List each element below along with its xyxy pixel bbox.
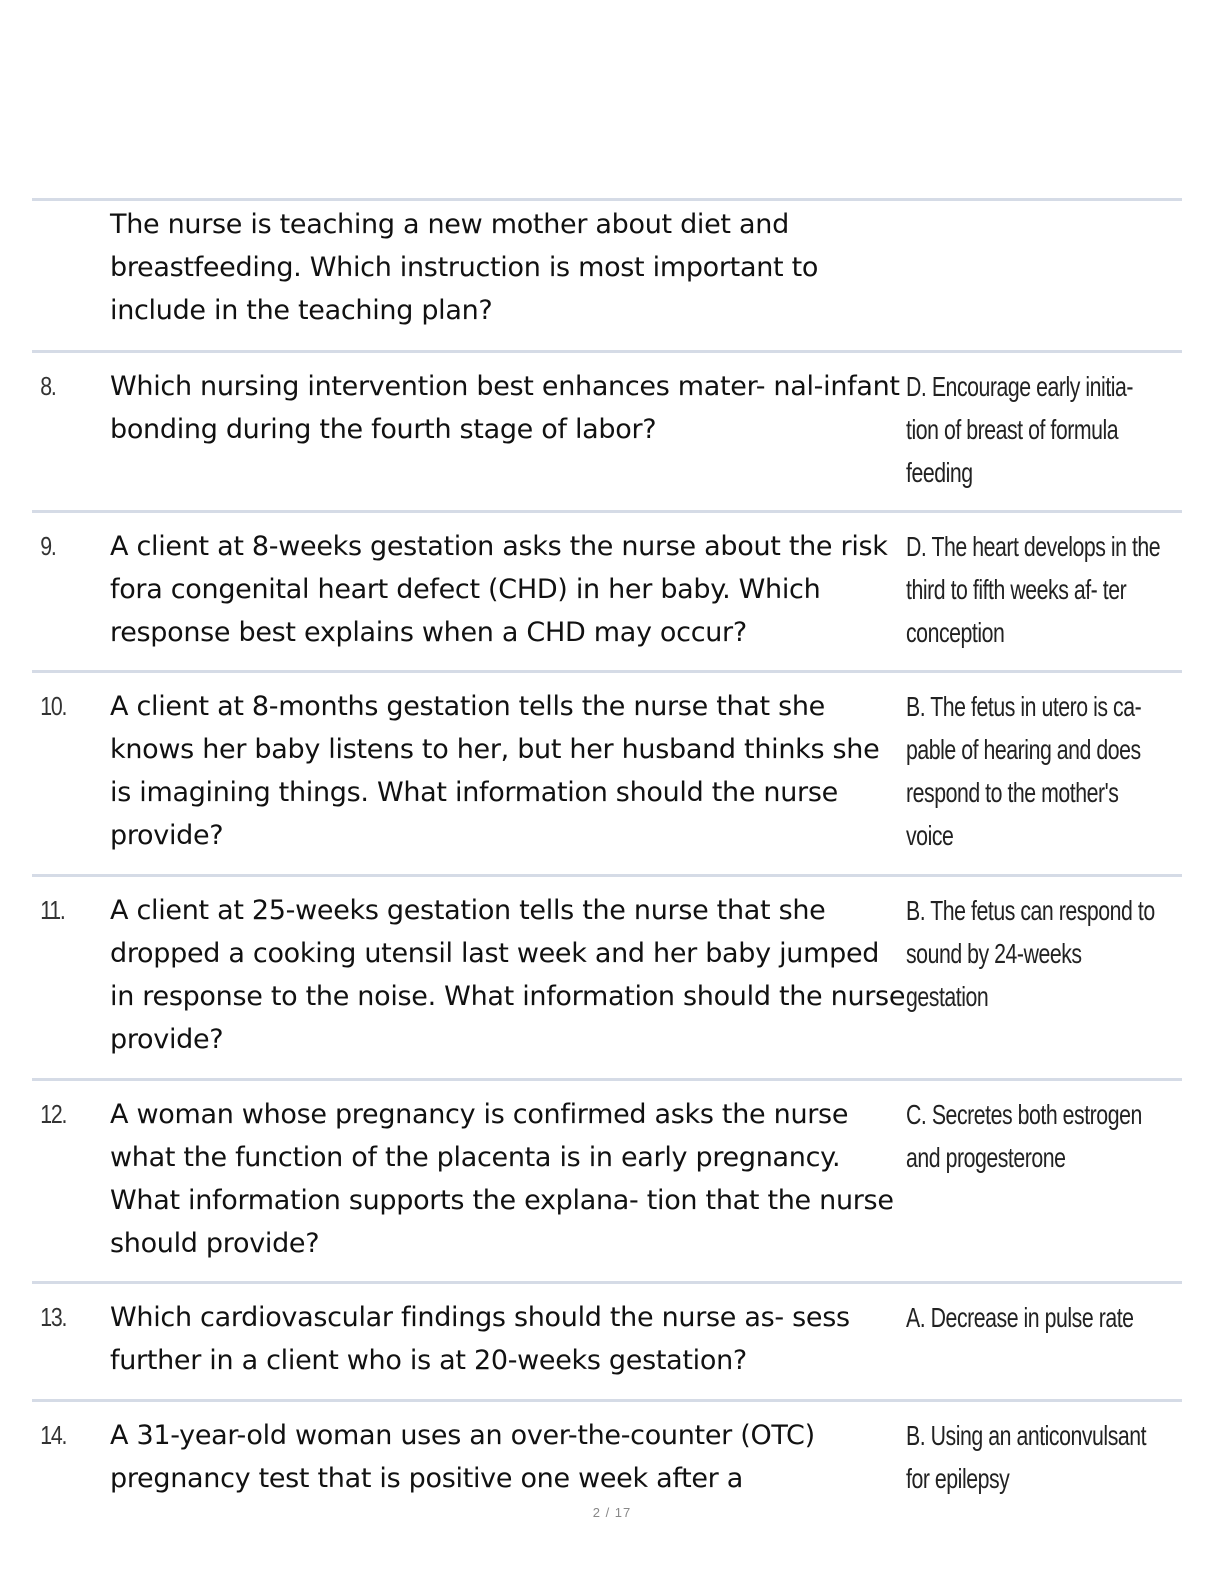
table-row <box>32 1399 1182 1519</box>
qa-table <box>32 198 1182 1519</box>
answer-cell <box>906 201 1224 262</box>
question-number <box>32 201 96 219</box>
question-number: 8. <box>40 371 56 401</box>
question-number: 13. <box>40 1302 67 1332</box>
answer-text: C. Secretes both estrogen and progesterone <box>906 1099 1142 1173</box>
answer-text: B. The fetus in utero is ca- pable of hearing and does respond to the mother's voice <box>906 691 1142 851</box>
answer-cell <box>906 1081 1224 1179</box>
answer-cell <box>906 513 1224 654</box>
question-text: The nurse is teaching a new mother about diet and breastfeeding. Which instruction is most important to include in the teaching plan? <box>110 209 819 326</box>
question-number: 12. <box>40 1099 67 1129</box>
question-number: 9. <box>40 531 56 561</box>
question-number: 11. <box>40 895 65 925</box>
table-row <box>32 350 1182 510</box>
question-text: Which nursing intervention best enhances mater- nal-infant bonding during the fourth stage of labor? <box>110 371 900 445</box>
table-row <box>32 670 1182 874</box>
question-text: A 31-year-old woman uses an over-the-counter (OTC) pregnancy test that is positive one week after a <box>110 1420 815 1494</box>
question-number: 10. <box>40 691 67 721</box>
answer-cell <box>906 673 1224 857</box>
table-row <box>32 198 1182 350</box>
answer-cell <box>906 1402 1224 1500</box>
answer-text: B. The fetus can respond to sound by 24-weeks gestation <box>906 895 1155 1012</box>
answer-text: B. Using an anticonvulsant for epilepsy <box>906 1420 1147 1494</box>
question-text: A client at 8-months gestation tells the nurse that she knows her baby listens to her, but her husband thinks she is imagining things. What information should the nurse provide? <box>110 691 880 851</box>
answer-cell <box>906 1284 1224 1339</box>
table-row <box>32 1281 1182 1399</box>
question-text: A client at 8-weeks gestation asks the nurse about the risk fora congenital heart defect (CHD) in her baby. Which response best explains when a CHD may occur? <box>110 531 888 648</box>
page-number: 2 / 17 <box>592 1505 632 1520</box>
table-row <box>32 510 1182 670</box>
question-text: A woman whose pregnancy is confirmed asks the nurse what the function of the placenta is in early pregnancy. What information supports the explana- tion that the nurse should provide? <box>110 1099 894 1259</box>
table-row <box>32 874 1182 1078</box>
answer-text: D. The heart develops in the third to fifth weeks af- ter conception <box>906 531 1161 648</box>
answer-text: A. Decrease in pulse rate <box>906 1302 1134 1333</box>
answer-cell <box>906 353 1224 494</box>
question-text: Which cardiovascular findings should the nurse as- sess further in a client who is at 20-weeks gestation? <box>110 1302 850 1376</box>
question-text: A client at 25-weeks gestation tells the nurse that she dropped a cooking utensil last week and her baby jumped in response to the noise. What information should the nurse provide? <box>110 895 906 1055</box>
answer-text: D. Encourage early initia- tion of breast of formula feeding <box>906 371 1134 488</box>
question-number: 14. <box>40 1420 67 1450</box>
answer-cell <box>906 877 1224 1018</box>
table-row <box>32 1078 1182 1281</box>
